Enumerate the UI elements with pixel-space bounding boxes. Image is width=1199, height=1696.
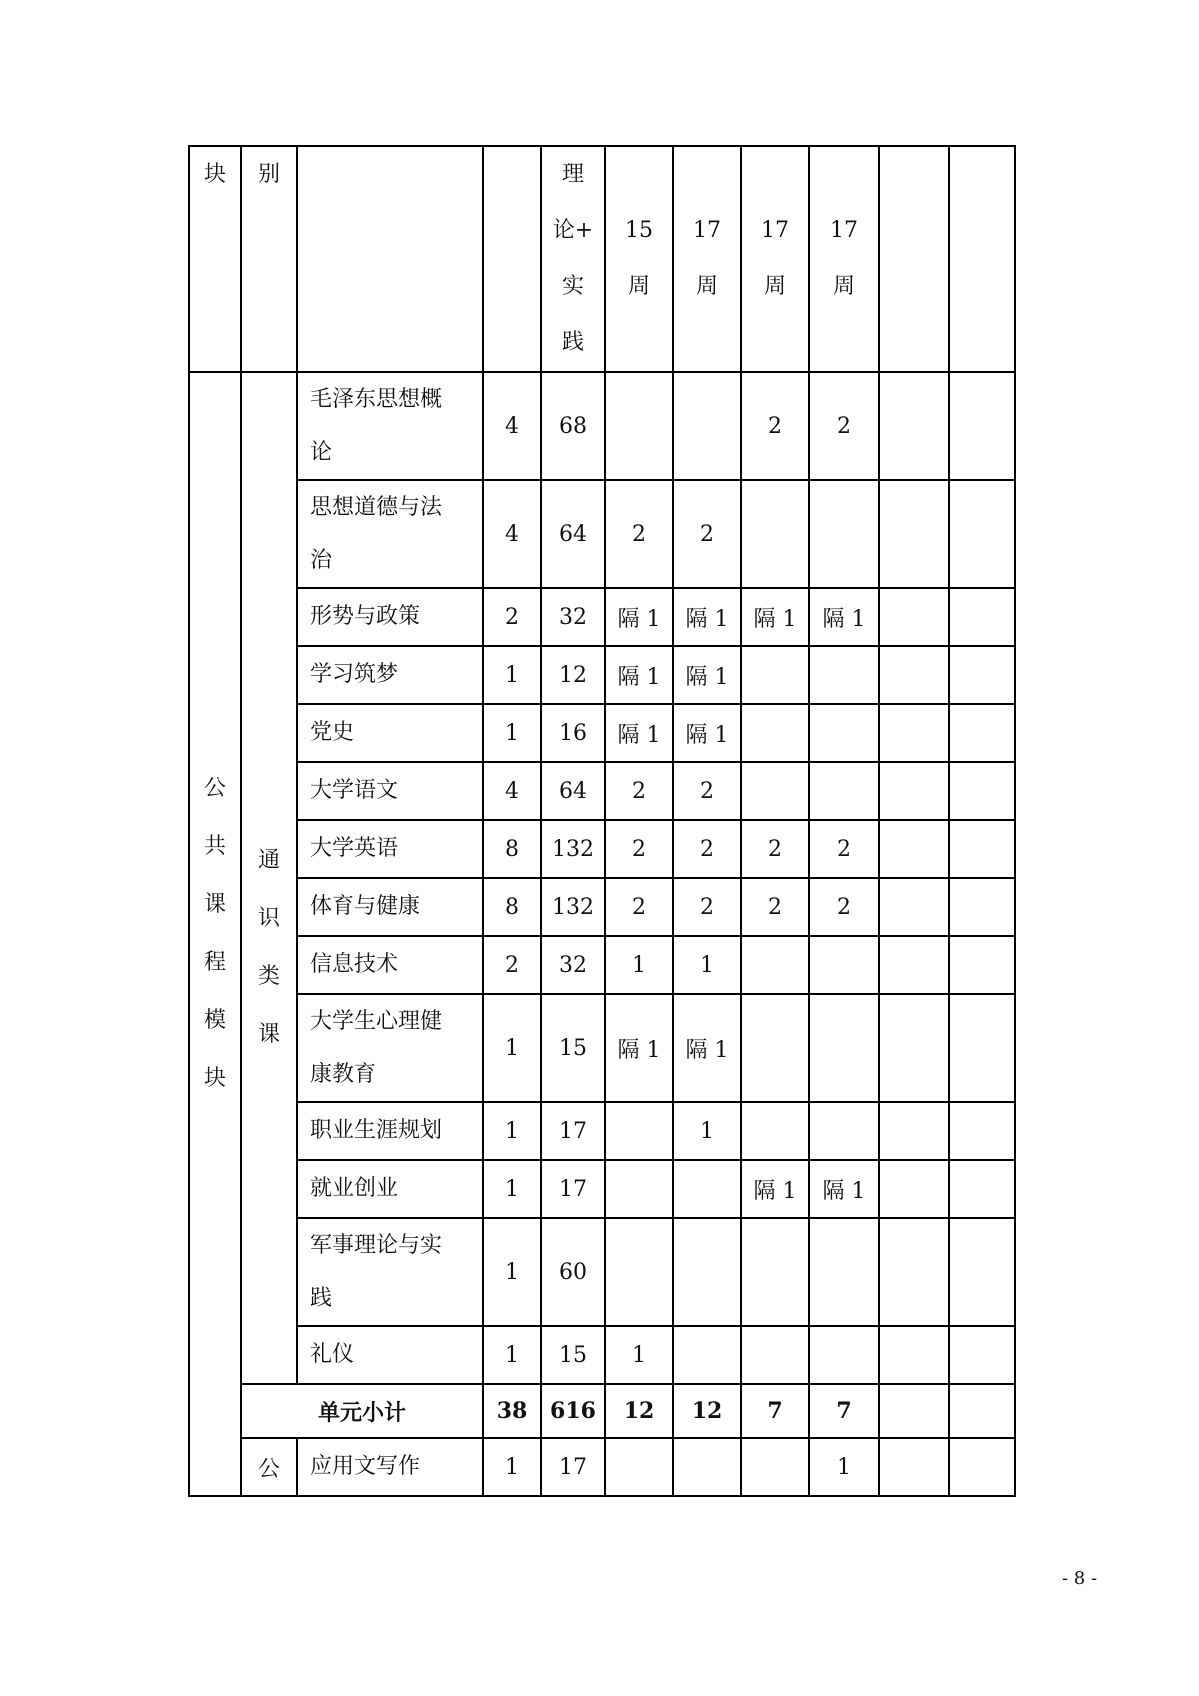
course-name: 形势与政策 [297, 588, 483, 646]
semester-3-hours: 2 [741, 878, 809, 936]
course-hours: 64 [541, 762, 605, 820]
header-category [241, 146, 297, 372]
semester-1-hours: 隔 1 [605, 646, 673, 704]
semester-4-hours: 隔 1 [809, 588, 879, 646]
course-name: 礼仪 [297, 1326, 483, 1384]
header-semester-2 [673, 146, 741, 372]
empty-cell [879, 936, 949, 994]
course-row [189, 372, 1015, 480]
empty-cell [879, 1160, 949, 1218]
course-name: 体育与健康 [297, 878, 483, 936]
course-credits: 8 [483, 820, 541, 878]
semester-2-hours: 2 [673, 878, 741, 936]
semester-1-hours: 隔 1 [605, 588, 673, 646]
semester-1-hours: 隔 1 [605, 994, 673, 1102]
subtotal-semester-2: 12 [673, 1384, 741, 1438]
course-name [297, 480, 483, 588]
subtotal-semester-3: 7 [741, 1384, 809, 1438]
course-name: 大学语文 [297, 762, 483, 820]
course-row [189, 646, 1015, 704]
semester-2-hours: 隔 1 [673, 994, 741, 1102]
empty-cell [949, 1102, 1015, 1160]
semester-4-hours [809, 480, 879, 588]
module-label-char: 块 [203, 1066, 226, 1091]
course-hours: 132 [541, 878, 605, 936]
course-name-line: 治 [310, 548, 333, 573]
empty-cell [949, 878, 1015, 936]
semester-3-hours [741, 1326, 809, 1384]
semester-3-hours [741, 646, 809, 704]
empty-cell [879, 646, 949, 704]
course-row [189, 1160, 1015, 1218]
course-credits: 8 [483, 878, 541, 936]
course-row [189, 878, 1015, 936]
empty-cell [949, 994, 1015, 1102]
empty-cell [879, 480, 949, 588]
course-credits: 1 [483, 994, 541, 1102]
course-row [189, 1326, 1015, 1384]
course-name-line: 论 [310, 440, 333, 465]
course-hours: 132 [541, 820, 605, 878]
semester-2-hours [673, 372, 741, 480]
course-row [189, 820, 1015, 878]
empty-cell [879, 820, 949, 878]
course-name: 应用文写作 [297, 1438, 483, 1496]
course-credits: 4 [483, 762, 541, 820]
course-credits: 4 [483, 480, 541, 588]
semester-4-hours [809, 1218, 879, 1326]
empty-cell [949, 820, 1015, 878]
semester-week-text: 周 [832, 274, 855, 299]
course-hours: 15 [541, 1326, 605, 1384]
semester-1-hours [605, 1102, 673, 1160]
course-credits: 1 [483, 1438, 541, 1496]
header-empty-1 [879, 146, 949, 372]
course-hours: 32 [541, 936, 605, 994]
header-semester-1 [605, 146, 673, 372]
semester-1-hours: 1 [605, 1326, 673, 1384]
semester-2-hours [673, 1218, 741, 1326]
semester-4-hours: 隔 1 [809, 1160, 879, 1218]
course-hours: 17 [541, 1102, 605, 1160]
empty-cell [949, 1438, 1015, 1496]
module-label-char: 共 [203, 834, 226, 859]
course-credits: 1 [483, 1160, 541, 1218]
course-name: 就业创业 [297, 1160, 483, 1218]
semester-week-text: 17 [693, 218, 721, 243]
semester-1-hours [605, 1218, 673, 1326]
course-hours: 17 [541, 1160, 605, 1218]
semester-1-hours [605, 372, 673, 480]
empty-cell [879, 1384, 949, 1438]
page-number: - 8 - [1062, 1568, 1098, 1589]
header-row [189, 146, 1015, 372]
subtotal-semester-4: 7 [809, 1384, 879, 1438]
header-hours-char: 论+ [552, 218, 594, 243]
course-row [189, 1102, 1015, 1160]
semester-2-hours: 1 [673, 936, 741, 994]
module-label-char: 公 [203, 776, 226, 801]
semester-2-hours [673, 1438, 741, 1496]
semester-3-hours: 2 [741, 820, 809, 878]
subtotal-credits: 38 [483, 1384, 541, 1438]
category-label-char: 识 [257, 906, 280, 931]
semester-3-hours: 2 [741, 372, 809, 480]
semester-4-hours [809, 646, 879, 704]
semester-2-hours: 隔 1 [673, 646, 741, 704]
empty-cell [949, 480, 1015, 588]
empty-cell [949, 588, 1015, 646]
course-name [297, 994, 483, 1102]
header-hours-char: 理 [561, 162, 584, 187]
semester-4-hours: 2 [809, 372, 879, 480]
course-row [189, 762, 1015, 820]
course-name [297, 372, 483, 480]
empty-cell [949, 704, 1015, 762]
course-credits: 1 [483, 704, 541, 762]
course-hours: 64 [541, 480, 605, 588]
course-hours: 16 [541, 704, 605, 762]
header-module-char: 块 [203, 162, 226, 187]
course-name [297, 1218, 483, 1326]
empty-cell [879, 1218, 949, 1326]
empty-cell [879, 704, 949, 762]
course-name-line: 思想道德与法 [310, 495, 443, 520]
semester-week-text: 周 [763, 274, 786, 299]
semester-week-text: 15 [625, 218, 653, 243]
course-row [189, 1438, 1015, 1496]
course-row [189, 994, 1015, 1102]
semester-4-hours [809, 762, 879, 820]
empty-cell [949, 936, 1015, 994]
empty-cell [949, 1218, 1015, 1326]
subtotal-label: 单元小计 [241, 1384, 483, 1438]
semester-4-hours: 1 [809, 1438, 879, 1496]
subtotal-row [189, 1384, 1015, 1438]
empty-cell [949, 1160, 1015, 1218]
semester-2-hours [673, 1160, 741, 1218]
category-label-char: 课 [257, 1022, 280, 1047]
course-credits: 4 [483, 372, 541, 480]
course-name: 职业生涯规划 [297, 1102, 483, 1160]
semester-1-hours: 2 [605, 878, 673, 936]
empty-cell [949, 646, 1015, 704]
semester-week-text: 周 [627, 274, 650, 299]
semester-2-hours: 2 [673, 480, 741, 588]
header-semester-4 [809, 146, 879, 372]
course-hours: 60 [541, 1218, 605, 1326]
semester-2-hours: 2 [673, 820, 741, 878]
course-name: 大学英语 [297, 820, 483, 878]
semester-3-hours [741, 480, 809, 588]
empty-cell [879, 1438, 949, 1496]
empty-cell [949, 1384, 1015, 1438]
course-credits: 1 [483, 1218, 541, 1326]
semester-1-hours: 2 [605, 762, 673, 820]
semester-week-text: 周 [695, 274, 718, 299]
empty-cell [949, 762, 1015, 820]
semester-3-hours [741, 1438, 809, 1496]
subtotal-hours: 616 [541, 1384, 605, 1438]
semester-1-hours: 2 [605, 820, 673, 878]
course-credits: 1 [483, 1102, 541, 1160]
semester-1-hours [605, 1438, 673, 1496]
course-credits: 2 [483, 588, 541, 646]
course-hours: 17 [541, 1438, 605, 1496]
semester-2-hours: 隔 1 [673, 704, 741, 762]
course-name: 信息技术 [297, 936, 483, 994]
semester-3-hours: 隔 1 [741, 588, 809, 646]
course-hours: 15 [541, 994, 605, 1102]
semester-4-hours [809, 704, 879, 762]
semester-1-hours: 2 [605, 480, 673, 588]
semester-1-hours: 1 [605, 936, 673, 994]
empty-cell [879, 762, 949, 820]
course-credits: 1 [483, 1326, 541, 1384]
semester-3-hours [741, 1218, 809, 1326]
semester-week-text: 17 [761, 218, 789, 243]
empty-cell [879, 372, 949, 480]
empty-cell [949, 1326, 1015, 1384]
curriculum-table [188, 145, 1016, 1497]
subtotal-semester-1: 12 [605, 1384, 673, 1438]
semester-4-hours: 2 [809, 820, 879, 878]
semester-4-hours [809, 1326, 879, 1384]
semester-1-hours: 隔 1 [605, 704, 673, 762]
semester-3-hours [741, 1102, 809, 1160]
course-hours: 32 [541, 588, 605, 646]
semester-2-hours: 2 [673, 762, 741, 820]
empty-cell [879, 994, 949, 1102]
semester-4-hours [809, 994, 879, 1102]
semester-3-hours [741, 762, 809, 820]
empty-cell [879, 1102, 949, 1160]
header-category-char: 别 [257, 162, 280, 187]
semester-4-hours: 2 [809, 878, 879, 936]
category-label-char: 通 [257, 848, 280, 873]
semester-1-hours [605, 1160, 673, 1218]
module-label-char: 课 [203, 892, 226, 917]
semester-3-hours: 隔 1 [741, 1160, 809, 1218]
header-hours-char: 实 [561, 274, 584, 299]
semester-3-hours [741, 936, 809, 994]
semester-3-hours [741, 994, 809, 1102]
course-row [189, 936, 1015, 994]
course-name-line: 毛泽东思想概 [310, 387, 443, 412]
header-course-name [297, 146, 483, 372]
course-row [189, 1218, 1015, 1326]
course-name: 党史 [297, 704, 483, 762]
header-empty-2 [949, 146, 1015, 372]
semester-2-hours: 1 [673, 1102, 741, 1160]
header-credits [483, 146, 541, 372]
header-semester-3 [741, 146, 809, 372]
course-row [189, 588, 1015, 646]
course-row [189, 480, 1015, 588]
semester-2-hours [673, 1326, 741, 1384]
semester-4-hours [809, 936, 879, 994]
semester-3-hours [741, 704, 809, 762]
semester-week-text: 17 [830, 218, 858, 243]
semester-4-hours [809, 1102, 879, 1160]
course-credits: 2 [483, 936, 541, 994]
module-label-char: 程 [203, 950, 226, 975]
course-name: 学习筑梦 [297, 646, 483, 704]
empty-cell [879, 588, 949, 646]
course-row [189, 704, 1015, 762]
course-name-line: 军事理论与实 [310, 1233, 443, 1258]
header-module [189, 146, 241, 372]
category-label-partial: 公 [241, 1438, 297, 1496]
module-label-char: 模 [203, 1008, 226, 1033]
empty-cell [949, 372, 1015, 480]
course-credits: 1 [483, 646, 541, 704]
category-label [241, 372, 297, 1384]
empty-cell [879, 878, 949, 936]
course-hours: 12 [541, 646, 605, 704]
header-hours-char: 践 [561, 330, 584, 355]
empty-cell [879, 1326, 949, 1384]
course-name-line: 践 [310, 1286, 333, 1311]
course-hours: 68 [541, 372, 605, 480]
semester-2-hours: 隔 1 [673, 588, 741, 646]
course-name-line: 康教育 [310, 1062, 377, 1087]
header-hours [541, 146, 605, 372]
course-name-line: 大学生心理健 [310, 1009, 443, 1034]
module-label [189, 372, 241, 1496]
category-label-char: 类 [257, 964, 280, 989]
